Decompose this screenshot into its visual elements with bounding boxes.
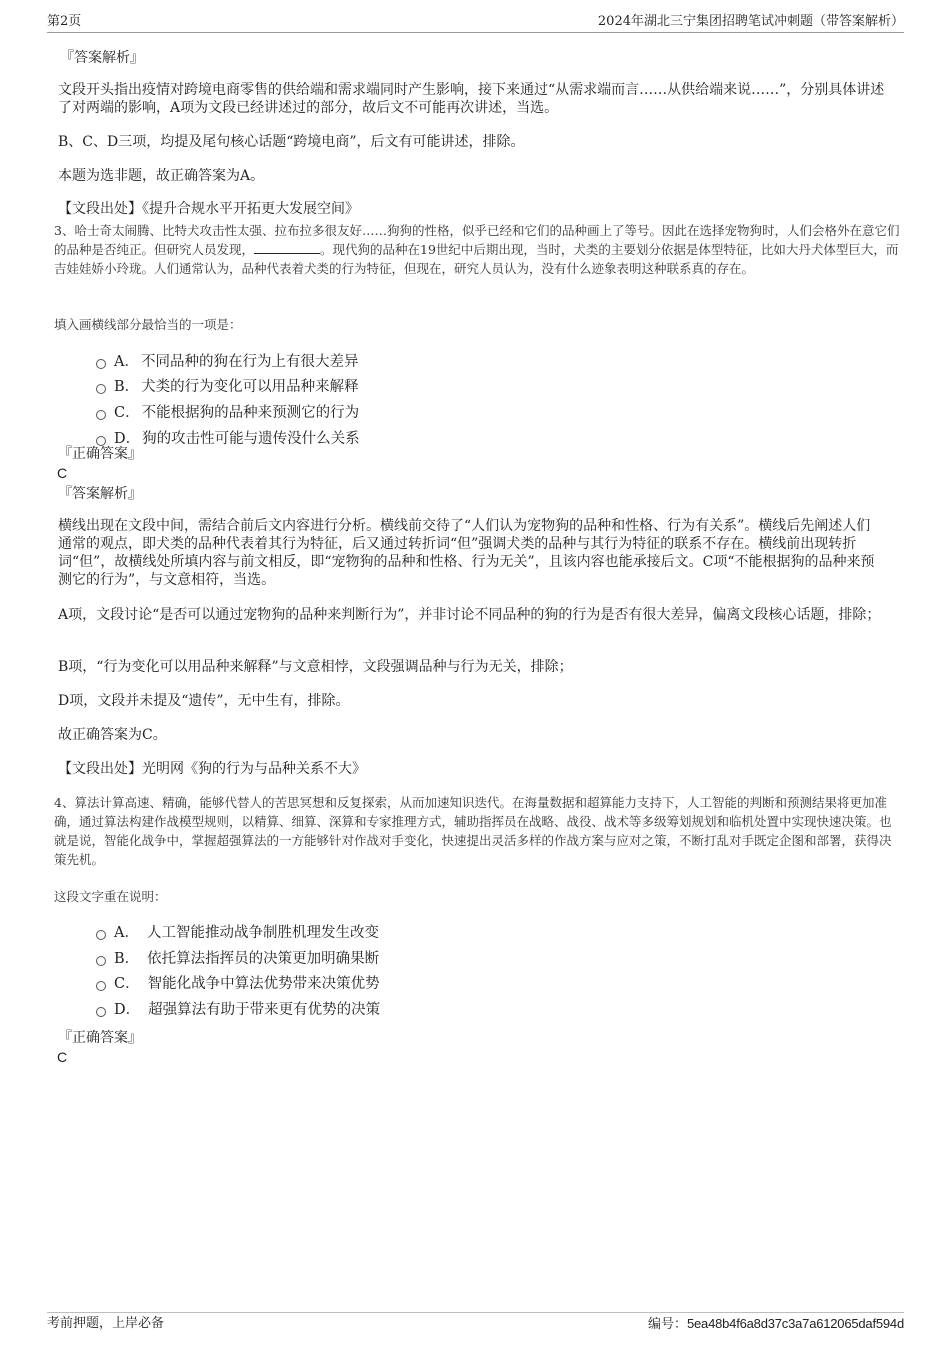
q2-source: 【文段出处】《提升合规水平开拓更大发展空间》 <box>58 201 359 217</box>
q3-option-a[interactable] <box>96 353 358 371</box>
page-footer <box>47 1312 904 1332</box>
q3-stem-part-1: 3、哈士奇太闹腾、比特犬攻击性太强、拉布拉多很友好……狗狗的性格，似乎已经和它们的品种画上了等号。因此在选择宠物狗时，人们会格外在意它们的品种是否纯正。但研究人员发现， <box>54 223 900 257</box>
fill-in-blank <box>254 241 320 254</box>
q3-prompt: 填入画横线部分最恰当的一项是： <box>54 317 242 332</box>
q4-prompt: 这段文字重在说明： <box>54 889 167 904</box>
document-code <box>648 1315 904 1334</box>
option-text: 狗的攻击性可能与遗传没什么关系 <box>142 431 360 447</box>
q2-analysis-title: 『答案解析』 <box>60 50 144 66</box>
footer-slogan: 考前押题，上岸必备 <box>47 1316 165 1331</box>
q3-answer-title: 『正确答案』 <box>58 446 142 462</box>
option-letter: B． <box>114 379 140 395</box>
q2-analysis-paragraph-2: B、C、D三项，均提及尾句核心话题“跨境电商”，后文有可能讲述，排除。 <box>58 134 525 150</box>
radio-button-icon[interactable] <box>96 956 106 966</box>
option-letter: B． <box>114 951 140 967</box>
page-number: 第2页 <box>47 14 82 29</box>
document-code-value: 5ea48b4f6a8d37c3a7a612065daf594d <box>687 1316 904 1331</box>
q4-option-d[interactable] <box>96 1001 380 1019</box>
option-text: 超强算法有助于带来更有优势的决策 <box>148 1002 381 1018</box>
radio-button-icon[interactable] <box>96 359 106 369</box>
q4-answer-title: 『正确答案』 <box>58 1030 142 1046</box>
q3-analysis-paragraph-3: B项，“行为变化可以用品种来解释”与文意相悖，文段强调品种与行为无关，排除； <box>58 659 573 675</box>
radio-button-icon[interactable] <box>96 930 106 940</box>
radio-button-icon[interactable] <box>96 410 106 420</box>
q3-analysis-paragraph-4: D项，文段并未提及“遗传”，无中生有，排除。 <box>58 693 350 709</box>
q3-answer: C <box>57 465 68 481</box>
q3-analysis-paragraph-5: 故正确答案为C。 <box>58 727 167 743</box>
option-letter: D． <box>114 1002 141 1018</box>
q2-analysis-paragraph-3: 本题为选非题，故正确答案为A。 <box>58 168 265 184</box>
q4-option-c[interactable] <box>96 975 380 993</box>
q4-stem: 4、算法计算高速、精确，能够代替人的苦思冥想和反复探索，从而加速知识迭代。在海量数据和超算能力支持下，人工智能的判断和预测结果将更加准确，通过算法构建作战模型规则，以精算、细算、深算和专家推理方式，辅助指挥员在战略、战役、战术等多级筹划规划和临机处置中实现快速决策。也就是说，智能化战争中，掌握超强算法的一方能够针对作战对手变化，快速提出灵活多样的作战方案与应对之策，不断打乱对手既定企图和部署，获得决策先机。 <box>54 795 892 867</box>
option-text: 不能根据狗的品种来预测它的行为 <box>141 405 360 421</box>
q3-stem-part-2: 。现代狗的品种在19世纪中后期出现，当时，犬类的主要划分依据是体型特征，比如大丹犬体型巨大，而吉娃娃娇小玲珑。人们通常认为，品种代表着犬类的行为特征，但现在，研究人员认为，没有什么迹象表明这种联系真的存在。 <box>54 242 899 276</box>
option-letter: C． <box>114 405 140 421</box>
q3-analysis-paragraph-2: A项，文段讨论“是否可以通过宠物狗的品种来判断行为”，并非讨论不同品种的狗的行为是否有很大差异，偏离文段核心话题，排除； <box>58 607 881 623</box>
radio-button-icon[interactable] <box>96 384 106 394</box>
option-text: 人工智能推动战争制胜机理发生改变 <box>146 925 379 941</box>
option-text: 依托算法指挥员的决策更加明确果断 <box>147 951 380 967</box>
option-letter: D． <box>114 431 141 447</box>
q4-option-b[interactable] <box>96 950 379 968</box>
q3-stem <box>54 221 900 278</box>
option-text: 不同品种的狗在行为上有很大差异 <box>140 354 359 370</box>
q3-option-b[interactable] <box>96 378 359 396</box>
q3-analysis-title: 『答案解析』 <box>58 486 142 502</box>
q3-source: 【文段出处】光明网《狗的行为与品种关系不大》 <box>58 761 366 777</box>
radio-button-icon[interactable] <box>96 981 106 991</box>
option-letter: C． <box>114 976 140 992</box>
q4-option-a[interactable] <box>96 924 379 942</box>
q4-answer: C <box>57 1049 68 1065</box>
option-text: 智能化战争中算法优势带来决策优势 <box>147 976 380 992</box>
page-header <box>47 12 904 33</box>
option-letter: A． <box>114 354 139 370</box>
document-code-label: 编号： <box>647 1317 687 1332</box>
q2-analysis-paragraph-1: 文段开头指出疫情对跨境电商零售的供给端和需求端同时产生影响，接下来通过“从需求端而言……从供给端来说……”，分别具体讲述了对两端的影响，A项为文段已经讲述过的部分，故后文不可能再次讲述，当选。 <box>58 82 885 116</box>
document-title: 2024年湖北三宁集团招聘笔试冲刺题（带答案解析） <box>597 14 904 29</box>
q3-analysis-paragraph-1: 横线出现在文段中间，需结合前后文内容进行分析。横线前交待了“人们认为宠物狗的品种和性格、行为有关系”。横线后先阐述人们通常的观点，即犬类的品种代表着其行为特征，后又通过转折词“但”强调犬类的品种与其行为特征的联系不存在。横线前出现转折词“但”，故横线处所填内容与前文相反，即“宠物狗的品种和性格、行为无关”，且该内容也能承接后文。C项“不能根据狗的品种来预测它的行为”，与文意相符，当选。 <box>58 518 875 588</box>
radio-button-icon[interactable] <box>96 1007 106 1017</box>
option-letter: A． <box>114 925 139 941</box>
q3-option-c[interactable] <box>96 404 359 422</box>
option-text: 犬类的行为变化可以用品种来解释 <box>141 379 359 395</box>
